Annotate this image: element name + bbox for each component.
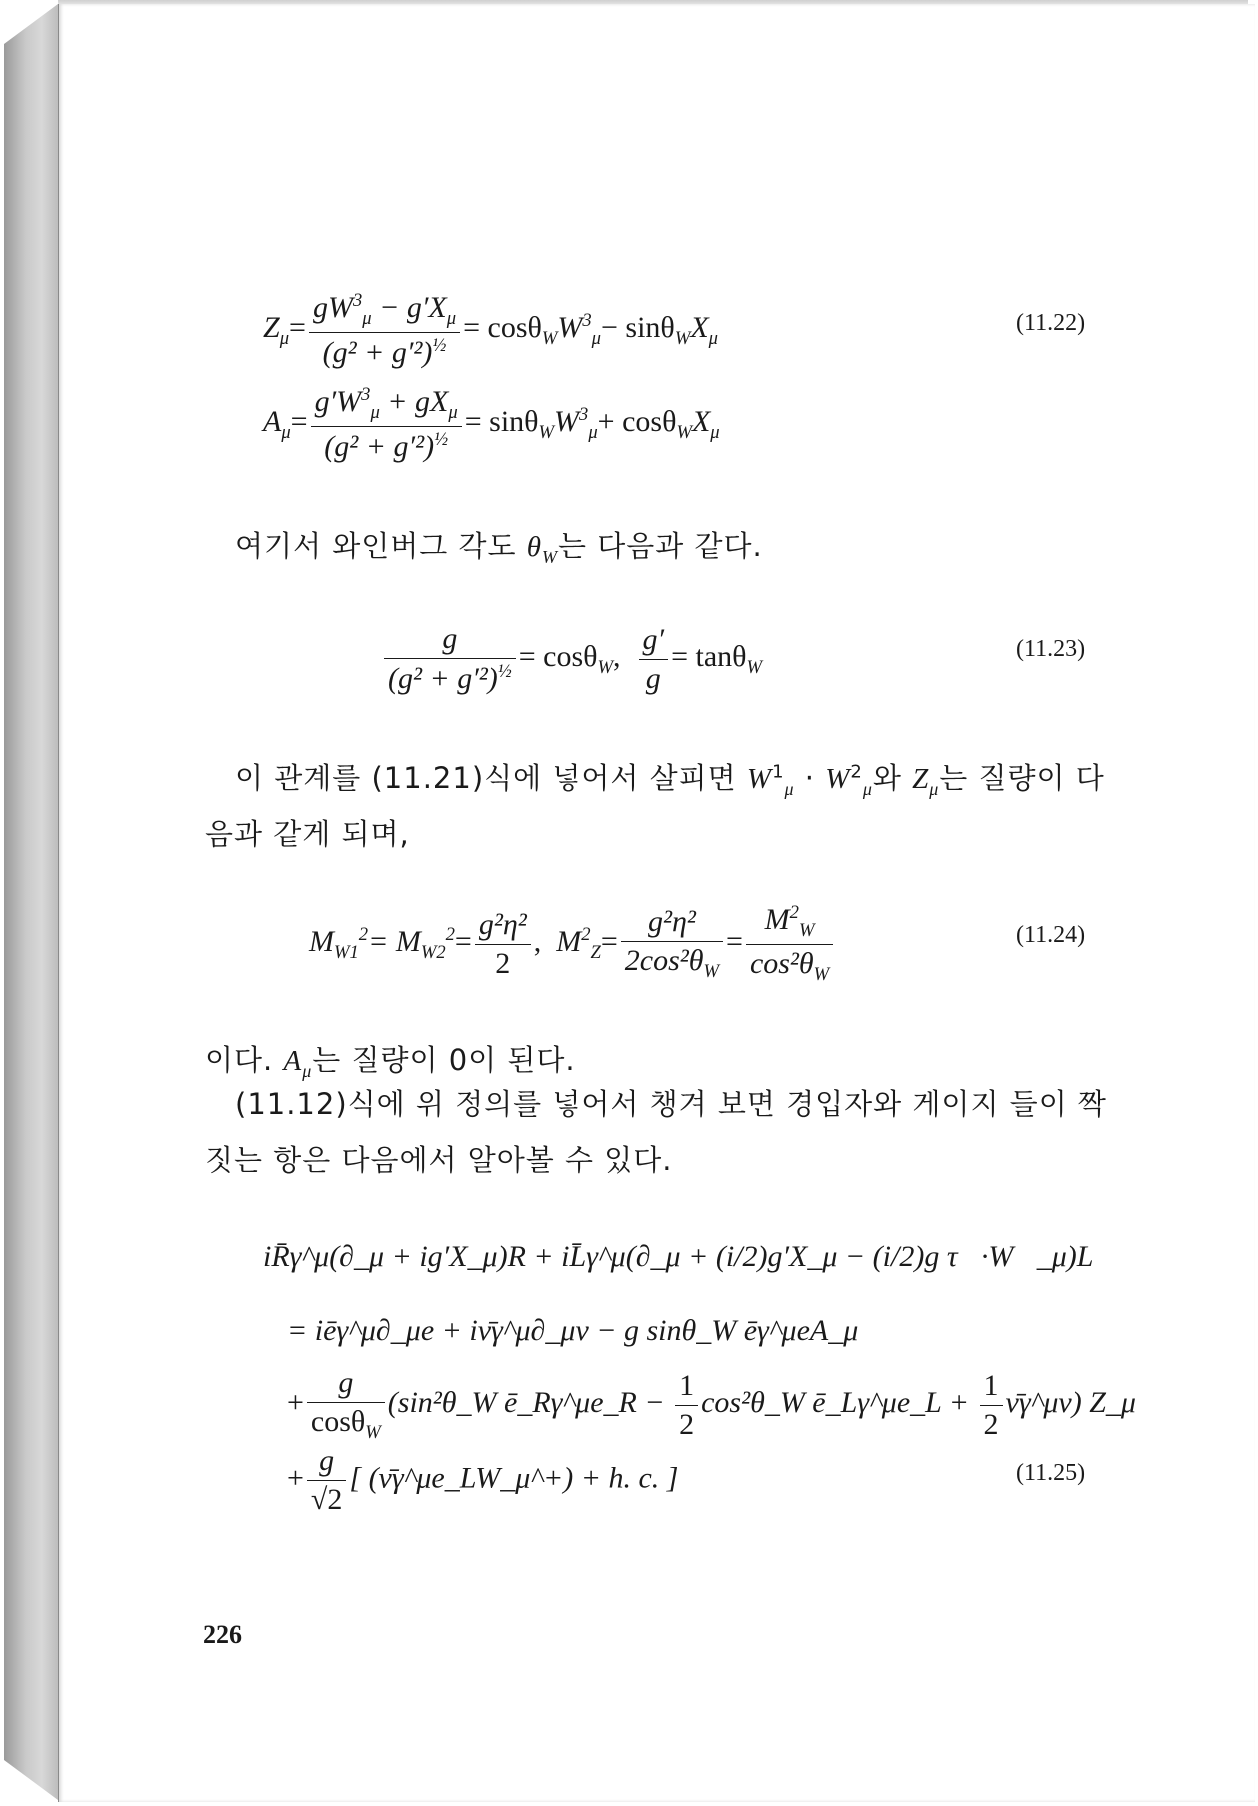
paragraph-coupling-line-2: 짓는 항은 다음에서 알아볼 수 있다. xyxy=(205,1143,673,1177)
equation-11-23: $\frac{g}{(g^2 + g'^2)^{\frac{1}{2}}}$ = cosθ$_W$, $\frac{g'}{g}$ = tanθ$_W$ xyxy=(381,622,762,696)
equation-11-25-line-3: + $\frac{g}{\cos\theta_W}$ (sin²θ_W ē_Rγ^μe_R − $\frac{1}{2}$ cos²θ_W ē_Lγ^μe_L + $\frac{1}{2}$ ν̄γ^μν) Z_μ xyxy=(287,1366,1136,1443)
paragraph-relation-line-2: 음과 같게 되며, xyxy=(205,817,410,851)
page-number: 226 xyxy=(203,1620,242,1649)
equation-number: (11.24) xyxy=(1016,922,1086,948)
book-page xyxy=(58,4,1255,1802)
paragraph-coupling-line-1: (11.12)식에 위 정의를 넣어서 챙겨 보면 경입자와 게이지 들이 짝 xyxy=(235,1087,1107,1121)
equation-number: (11.22) xyxy=(1016,310,1086,336)
equation-number: (11.23) xyxy=(1016,636,1086,662)
paragraph-relation-line-1: 이 관계를 (11.21)식에 넣어서 살피면 $W^1_\mu \cdot W^2_\mu$와 $Z_\mu$는 질량이 다 xyxy=(235,761,1105,799)
book-spine xyxy=(4,4,58,1800)
paragraph-photon-mass: 이다. $A_\mu$는 질량이 0이 된다. xyxy=(205,1043,576,1081)
equation-11-25-line-2: = iēγ^μ∂_μe + iν̄γ^μ∂_μν − g sinθ_W ēγ^μeA_μ xyxy=(287,1314,859,1347)
equation-11-22-a: $A_\mu=$ $\frac{g'W^3_\mu + gX_\mu}{(g^2 + g'^2)^{\frac{1}{2}}}$ = $\sin\theta_WW^3_\mu+ \cos\theta_WX_\mu$ xyxy=(263,384,720,463)
equation-11-22-z: $Z_\mu=$ $\frac{gW^3_\mu - g'X_\mu}{(g^2 + g'^2)^{\frac{1}{2}}}$ = $\cos\theta_WW^3_\mu- \sin\theta_WX_\mu$ xyxy=(263,290,718,369)
equation-11-25-line-1: iR̄γ^μ(∂_μ + ig′X_μ)R + iL̄γ^μ(∂_μ + (i/2)g′X_μ − (i/2)g τ⃗·W⃗_μ)L xyxy=(263,1240,1094,1273)
equation-number: (11.25) xyxy=(1016,1460,1086,1486)
equation-11-25-line-4: + $\frac{g}{√2}$ [ (ν̄γ^μe_LW_μ^+) + h. c. ] xyxy=(287,1444,679,1516)
paragraph-weinberg-angle: 여기서 와인버그 각도 $\theta_W$는 다음과 같다. xyxy=(235,529,763,567)
equation-11-24: $M_{W1}^2= M_{W2}^2=$ $\frac{\text{g²η²}}{2}$ , $M^2_Z=$ $\frac{\text{g²η²}}{2\cos^2\theta_W}$ = $\frac{M^2_W}{\cos^2\theta_W}$ xyxy=(309,902,836,986)
